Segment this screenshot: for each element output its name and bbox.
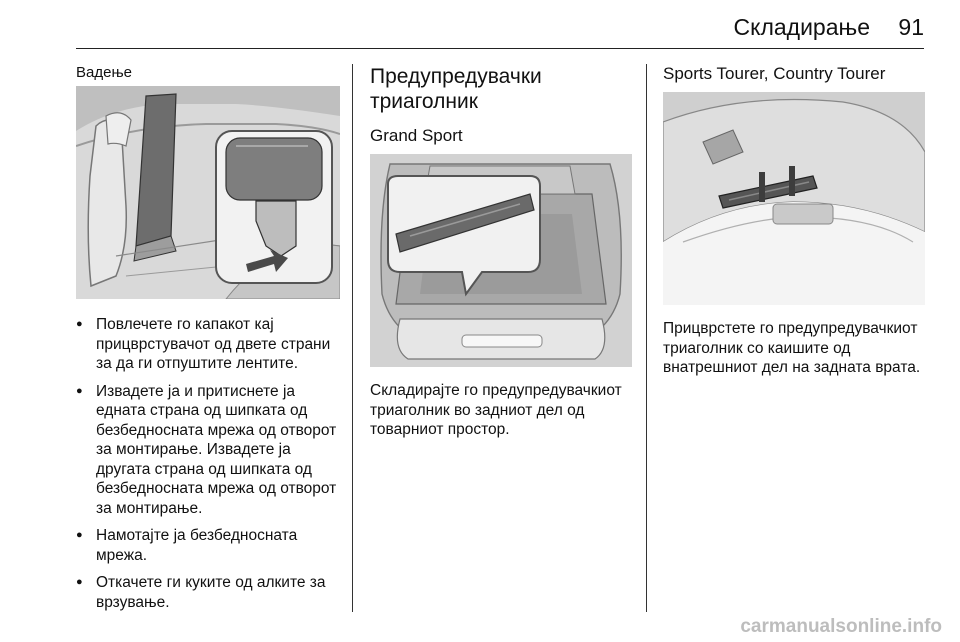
grand-sport-trunk-illustration xyxy=(370,154,632,367)
page-header-title: Складирање xyxy=(733,14,870,40)
removal-subheading: Вадење xyxy=(76,64,132,81)
header-rule xyxy=(76,48,924,49)
column-divider xyxy=(646,64,647,612)
removal-steps-list xyxy=(76,315,342,612)
list-item: ● Повлечете го капакот кај прицврстувачот од двете страни за да ги отпуштите лентите. xyxy=(76,315,342,374)
list-item: ● Извадете ја и притиснете ја едната страна од шипката од безбедносната мрежа од отворот за монтирање. Извадете ја другата страна од шипката од безбедносната мрежа од отворот за монтирање. xyxy=(76,382,342,519)
grand-sport-subheading: Grand Sport xyxy=(370,126,463,145)
grand-sport-text: Складирајте го предупредувачкиот триаголник во задниот дел од товарниот простор. xyxy=(370,382,622,438)
watermark: carmanualsonline.info xyxy=(740,616,942,637)
tourer-subheading: Sports Tourer, Country Tourer xyxy=(663,64,886,83)
tourer-tailgate-illustration xyxy=(663,92,925,305)
column-removal xyxy=(76,64,342,620)
safety-net-removal-illustration xyxy=(76,86,340,299)
tourer-text: Прицврстете го предупредувачкиот триаголник со каишите од внатрешниот дел на задната врата. xyxy=(663,320,921,376)
list-item: ● Откачете ги куките од алките за врзување. xyxy=(76,573,342,612)
section-heading: Предупредувачки триаголник xyxy=(370,65,542,113)
list-item: ● Намотајте ја безбедносната мрежа. xyxy=(76,526,342,565)
page-number: 91 xyxy=(898,14,924,40)
column-divider xyxy=(352,64,353,612)
column-warning-triangle xyxy=(370,64,638,440)
column-tourer xyxy=(663,64,925,378)
